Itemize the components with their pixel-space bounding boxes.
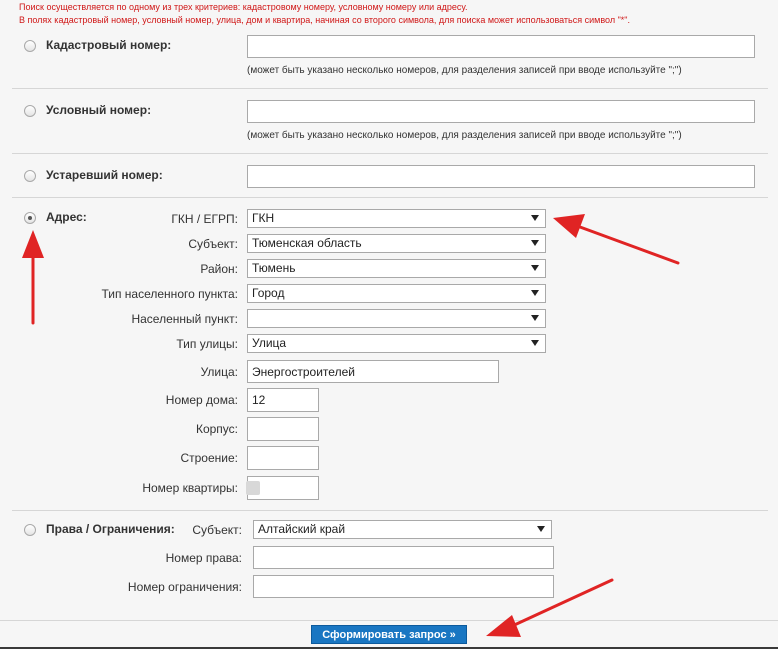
subject-select-value: Тюменская область xyxy=(252,236,362,250)
building-input[interactable] xyxy=(247,417,319,441)
house-label: Номер дома: xyxy=(165,393,238,407)
right-number-input[interactable] xyxy=(253,546,554,569)
chevron-down-icon xyxy=(531,315,539,321)
arrow-to-gkn-select-icon xyxy=(553,214,678,263)
rights-radio[interactable] xyxy=(24,524,36,536)
chevron-down-icon xyxy=(531,290,539,296)
restriction-number-input[interactable] xyxy=(253,575,554,598)
house-input[interactable] xyxy=(247,388,319,412)
street-label: Улица: xyxy=(200,365,238,379)
district-select[interactable] xyxy=(247,259,546,278)
address-label: Адрес: xyxy=(46,210,87,224)
submit-request-button[interactable]: Сформировать запрос » xyxy=(311,625,467,644)
district-label: Район: xyxy=(200,262,238,276)
separator xyxy=(12,153,768,154)
outdated-label: Устаревший номер: xyxy=(46,168,163,182)
cadastral-radio[interactable] xyxy=(24,40,36,52)
cadastral-label: Кадастровый номер: xyxy=(46,38,172,52)
separator xyxy=(0,620,778,621)
cadastral-hint: (может быть указано несколько номеров, для разделения записей при вводе используйте ";") xyxy=(247,65,682,76)
outdated-input[interactable] xyxy=(247,165,755,188)
separator xyxy=(12,88,768,89)
street-type-select[interactable] xyxy=(247,334,546,353)
street-input[interactable] xyxy=(247,360,499,383)
street-type-label: Тип улицы: xyxy=(176,337,238,351)
chevron-down-icon xyxy=(531,340,539,346)
building-label: Корпус: xyxy=(195,422,238,436)
settlement-select[interactable] xyxy=(247,309,546,328)
chevron-down-icon xyxy=(531,215,539,221)
settlement-type-select[interactable] xyxy=(247,284,546,303)
arrow-up-to-address-icon xyxy=(22,230,44,323)
separator xyxy=(12,510,768,511)
chevron-down-icon xyxy=(531,240,539,246)
subject-label: Субъект: xyxy=(188,237,238,251)
chevron-down-icon xyxy=(531,265,539,271)
settlement-type-select-value: Город xyxy=(252,286,285,300)
right-number-label: Номер права: xyxy=(165,551,242,565)
conditional-label: Условный номер: xyxy=(46,103,152,117)
district-select-value: Тюмень xyxy=(252,261,296,275)
apartment-label: Номер квартиры: xyxy=(142,481,238,495)
separator xyxy=(12,197,768,198)
conditional-radio[interactable] xyxy=(24,105,36,117)
conditional-hint: (может быть указано несколько номеров, для разделения записей при вводе используйте ";") xyxy=(247,130,682,141)
settlement-type-label: Тип населенного пункта: xyxy=(101,287,238,301)
outdated-radio[interactable] xyxy=(24,170,36,182)
conditional-input[interactable] xyxy=(247,100,755,123)
settlement-label: Населенный пункт: xyxy=(131,312,238,326)
gkn-select[interactable] xyxy=(247,209,546,228)
structure-input[interactable] xyxy=(247,446,319,470)
gkn-label: ГКН / ЕГРП: xyxy=(171,212,238,226)
structure-label: Строение: xyxy=(180,451,238,465)
chevron-down-icon xyxy=(537,526,545,532)
rights-label: Права / Ограничения: xyxy=(46,522,175,536)
street-type-select-value: Улица xyxy=(252,336,287,350)
cadastral-input[interactable] xyxy=(247,35,755,58)
search-notice-line-1: Поиск осуществляется по одному из трех критериев: кадастровому номеру, условному номеру или адресу. xyxy=(19,2,468,12)
rights-subject-select[interactable] xyxy=(253,520,552,539)
rights-subject-select-value: Алтайский край xyxy=(258,522,346,536)
restriction-number-label: Номер ограничения: xyxy=(127,580,242,594)
rights-subject-label: Субъект: xyxy=(192,523,242,537)
address-radio[interactable] xyxy=(24,212,36,224)
gkn-select-value: ГКН xyxy=(252,211,275,225)
search-notice-line-2: В полях кадастровый номер, условный номер, улица, дом и квартира, начиная со второго символа, для поиска может использоваться символ "*". xyxy=(19,15,630,25)
cursor-overlay xyxy=(246,481,260,495)
subject-select[interactable] xyxy=(247,234,546,253)
